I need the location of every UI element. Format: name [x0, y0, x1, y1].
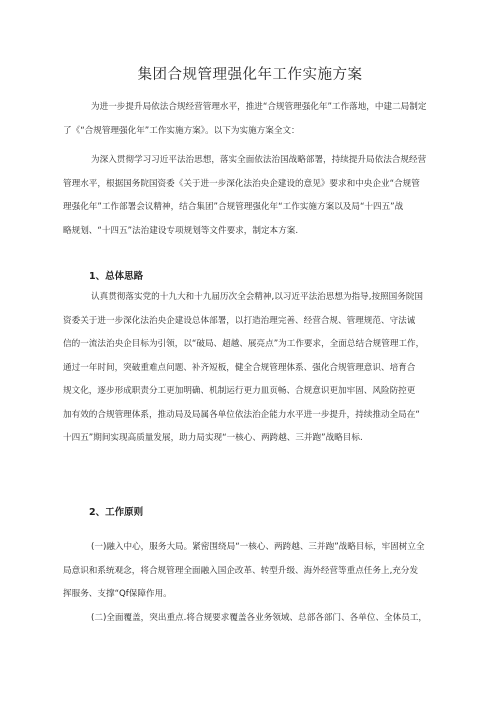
paragraph-line: 挥服务、支撑“Qf保障作用。 — [63, 589, 172, 599]
intro-paragraph — [57, 96, 447, 143]
paragraph-line: 十四五”期间实现高质量发展，助力局实现“一核心、两跨越、三并跑”战略目标. — [63, 433, 363, 443]
section-heading-overall-approach: 1、总体思路 — [89, 271, 144, 282]
paragraph-line: 了《“合规管理强化年”工作实施方案》。以下为实施方案全文： — [63, 125, 300, 136]
paragraph-line: 认真贯彻落实党的十九大和十九届历次全会精神,以习近平法治思想为指导,按照国务院国 — [91, 292, 424, 302]
document-title: 集团合规管理强化年工作实施方案 — [137, 67, 363, 83]
paragraph-line: 为深入贯彻学习习近平法治思想，落实全面依法治国战略部署，持续提升局依法合规经营 — [91, 155, 427, 165]
paragraph-line: 信的一流法治央企目标为引领，以“破局、超越、展亮点”为工作要求，全面总结合规管理工作， — [63, 339, 425, 349]
paragraph-line: 局意识和系统观念，将合规管理全面融入国企改革、转型升级、海外经营等重点任务上,充分发 — [63, 565, 419, 576]
section1-paragraph — [57, 286, 447, 451]
paragraph-line: 略规划、“十四五”法治建设专项规划等文件要求，制定本方案. — [63, 225, 299, 236]
paragraph-line: (二)全面覆盖，突出重点.将合规要求覆盖各业务领域、总部各部门、各单位、全体员工， — [91, 612, 428, 623]
paragraph-line: 理强化年”工作部署会议精神，结合集团”合规管理强化年“工作实施方案以及局“十四五”战 — [63, 202, 404, 212]
section-heading-work-principles: 2、工作原则 — [89, 507, 144, 518]
paragraph-line: 管理水平，根据国务院国资委《关于进一步深化法治央企建设的意见》要求和中央企业“合规管 — [63, 178, 420, 189]
paragraph-line: 规文化，逐步形成职责分工更加明确、机制运行更力皿页畅、合规意识更加牢固、风险防控更 — [63, 386, 416, 396]
paragraph-line: 加有效的合规管理体系，推动局及局属各单位依法治企能力水平进一步提升，持续推动全局在“ — [63, 409, 420, 420]
paragraph-line: 通过一年时间，突破重难点问题、补齐短板，健全合规管理体系、强化合规管理意识、培育合 — [63, 362, 416, 373]
paragraph-line: 资委关于进一步深化法治央企建设总体部署，以打造治理完善、经营合规、管理规范、守法诚 — [63, 315, 416, 326]
preamble-paragraph — [57, 149, 447, 243]
section2-paragraph — [57, 536, 447, 630]
paragraph-line: (一)融入中心，服务大局。紧密围绕局“一核心、两跨越、三并跑”战略目标，牢固树立全 — [91, 542, 425, 552]
paragraph-line: 为进一步提升局依法合规经营管理水平，推进“合规管理强化年”工作落地，中建二局制定 — [91, 102, 427, 112]
